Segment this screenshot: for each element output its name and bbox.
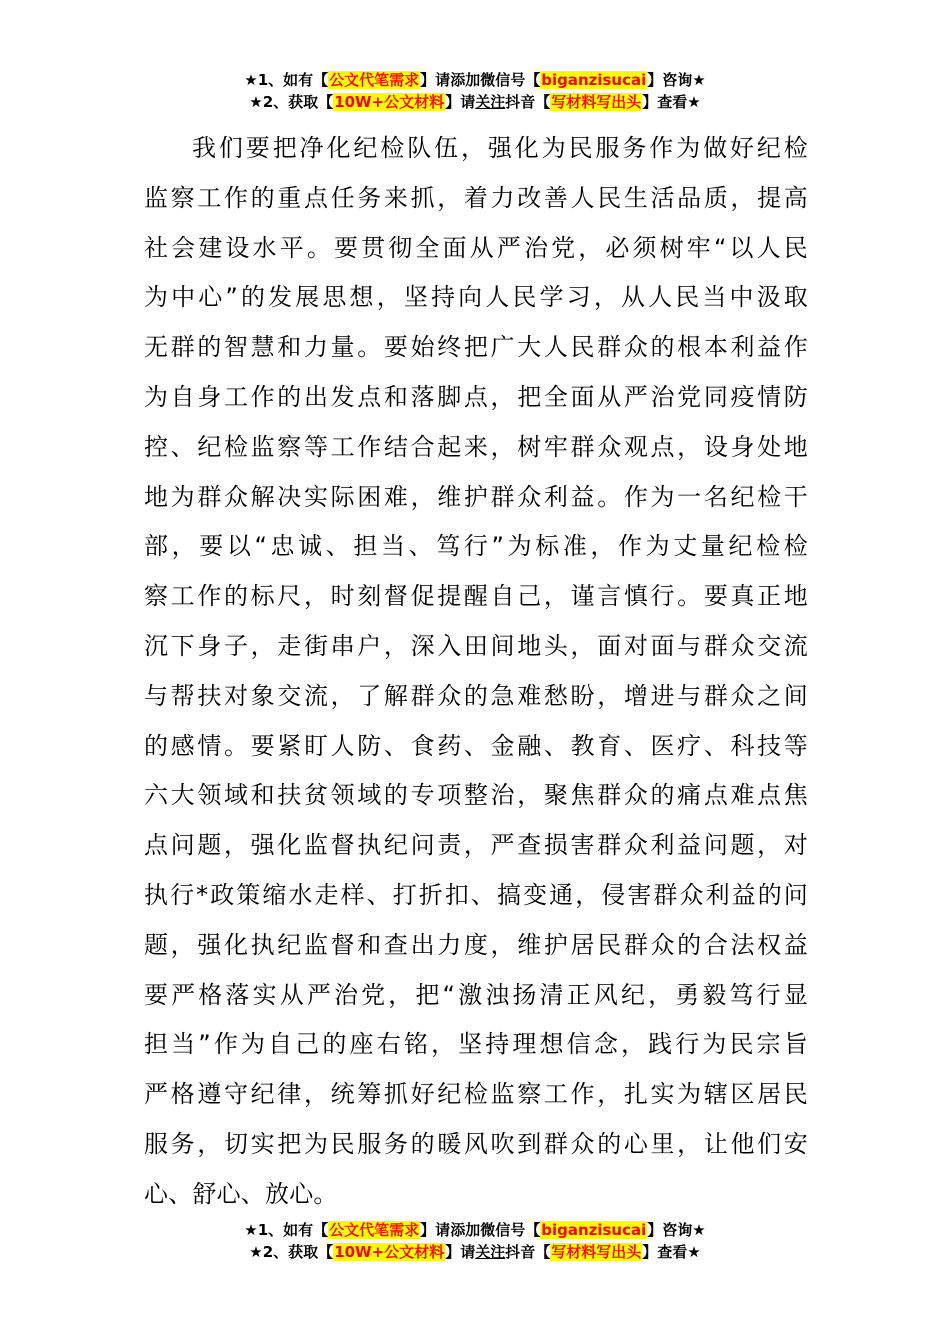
banner-highlight: 公文代笔需求 (329, 71, 420, 89)
banner-text: ★1、如有【 (244, 71, 329, 89)
banner-text: 】请 (420, 1221, 451, 1239)
body-line: 要严格落实从严治党，把“激浊扬清正风纪，勇毅笃行显 (144, 980, 808, 1009)
banner-text: 】查看★ (642, 1243, 701, 1261)
body-line: 社会建设水平。要贯彻全面从严治党，必须树牢“以人民 (144, 233, 808, 262)
body-line: 点问题，强化监督执纪问责，严查损害群众利益问题，对 (144, 831, 808, 860)
body-line: 为中心”的发展思想，坚持向人民学习，从人民当中汲取 (144, 283, 808, 312)
body-line: 心、舒心、放心。 (144, 1179, 338, 1208)
body-line: 的感情。要紧盯人防、食药、金融、教育、医疗、科技等 (144, 731, 808, 760)
banner-line-1 (0, 69, 950, 91)
banner-text: 】请 (420, 71, 451, 89)
body-line: 六大领域和扶贫领域的专项整治，聚焦群众的痛点难点焦 (144, 781, 808, 810)
banner-text: 抖音【 (505, 93, 551, 111)
banner-text: ★2、获取【 (249, 1243, 334, 1261)
banner-text: 抖音【 (505, 1243, 551, 1261)
banner-highlight: biganzisucai (541, 1221, 647, 1239)
banner-text: ★1、如有【 (244, 1221, 329, 1239)
body-line: 题，强化执纪监督和查出力度，维护居民群众的合法权益 (144, 930, 808, 959)
banner-highlight: 公文代笔需求 (329, 1221, 420, 1239)
body-line: 监察工作的重点任务来抓，着力改善人民生活品质，提高 (144, 183, 808, 212)
body-line: 为自身工作的出发点和落脚点，把全面从严治党同疫情防 (144, 382, 808, 411)
banner-text: 】查看★ (642, 93, 701, 111)
banner-highlight: biganzisucai (541, 71, 647, 89)
banner-line-2 (0, 1241, 950, 1263)
banner-text: 微信号【 (480, 71, 541, 89)
body-line: 部，要以“忠诚、担当、笃行”为标准，作为丈量纪检检 (144, 532, 808, 561)
banner-text: 】咨询★ (647, 1221, 706, 1239)
body-line: 与帮扶对象交流，了解群众的急难愁盼，增进与群众之间 (144, 681, 808, 710)
banner-text: 】请 (445, 93, 476, 111)
banner-emphasis: 添加 (450, 1221, 481, 1239)
body-line: 严格遵守纪律，统筹抓好纪检监察工作，扎实为辖区居民 (144, 1080, 808, 1109)
banner-text: ★2、获取【 (249, 93, 334, 111)
banner-text: 】咨询★ (647, 71, 706, 89)
banner-highlight: 10W+公文材料 (334, 93, 445, 111)
body-line: 担当”作为自己的座右铭，坚持理想信念，践行为民宗旨 (144, 1030, 808, 1059)
document-body (144, 124, 808, 1220)
bottom-banner (0, 1219, 950, 1263)
banner-text: 】请 (445, 1243, 476, 1261)
body-line: 察工作的标尺，时刻督促提醒自己，谨言慎行。要真正地 (144, 582, 808, 611)
banner-line-2 (0, 91, 950, 113)
banner-text: 微信号【 (480, 1221, 541, 1239)
banner-highlight: 写材料写出头 (551, 1243, 642, 1261)
banner-emphasis: 关注 (475, 1243, 506, 1261)
top-banner (0, 69, 950, 113)
banner-highlight: 10W+公文材料 (334, 1243, 445, 1261)
body-line: 执行*政策缩水走样、打折扣、搞变通，侵害群众利益的问 (144, 880, 808, 909)
body-line: 我们要把净化纪检队伍，强化为民服务作为做好纪检 (192, 134, 808, 162)
body-line: 无群的智慧和力量。要始终把广大人民群众的根本利益作 (144, 333, 808, 362)
banner-emphasis: 关注 (475, 93, 506, 111)
body-line: 服务，切实把为民服务的暖风吹到群众的心里，让他们安 (144, 1129, 808, 1158)
banner-line-1 (0, 1219, 950, 1241)
body-line: 沉下身子，走街串户，深入田间地头，面对面与群众交流 (144, 631, 808, 660)
banner-emphasis: 添加 (450, 71, 481, 89)
body-line: 地为群众解决实际困难，维护群众利益。作为一名纪检干 (144, 482, 808, 511)
banner-highlight: 写材料写出头 (551, 93, 642, 111)
body-line: 控、纪检监察等工作结合起来，树牢群众观点，设身处地 (144, 432, 808, 461)
